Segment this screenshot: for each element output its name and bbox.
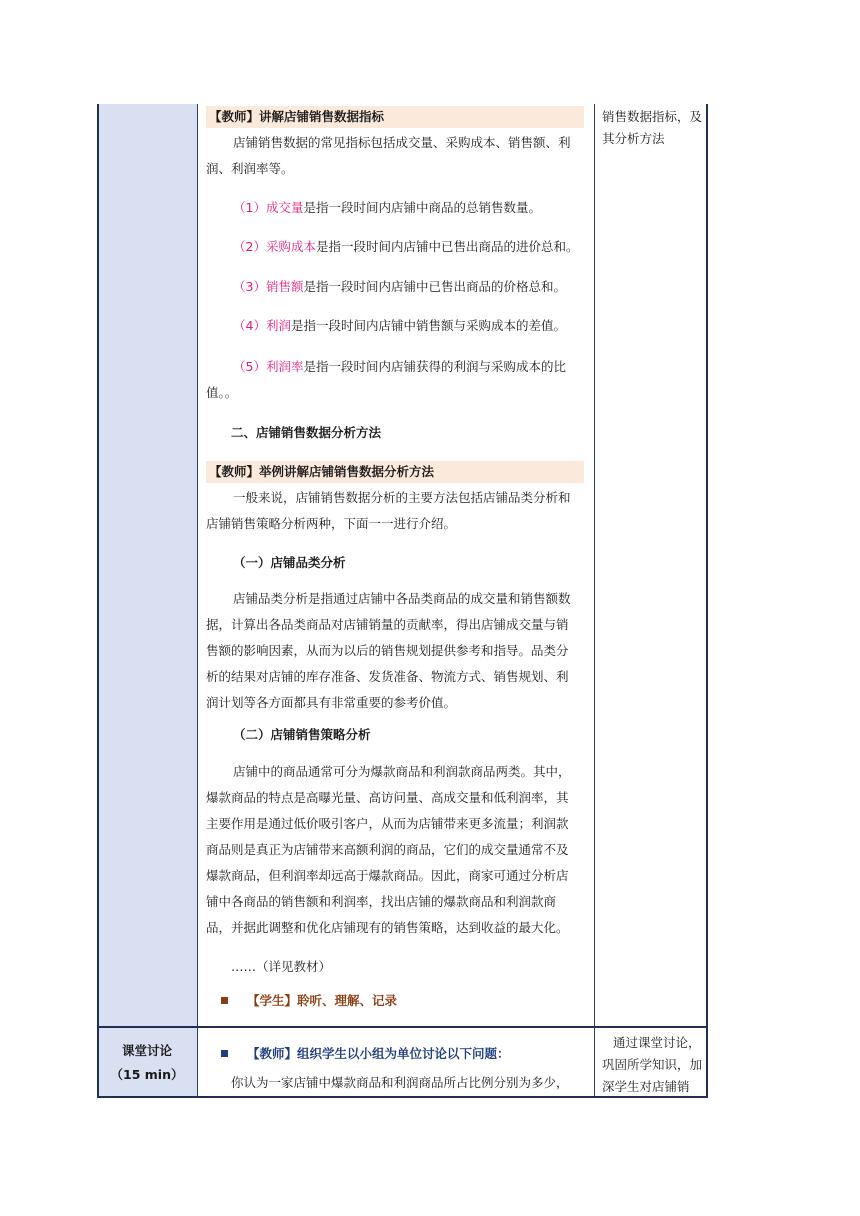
square-bullet-icon	[221, 1050, 228, 1057]
see-textbook-note: ……（详见教材）	[231, 959, 332, 974]
metric-item: （4）利润是指一段时间内店铺中销售额与采购成本的差值。	[233, 318, 566, 333]
column-divider-1	[197, 104, 198, 1098]
sub-2-title: （二）店铺销售策略分析	[233, 727, 371, 742]
sub-1-title: （一）店铺品类分析	[233, 555, 346, 570]
lesson-table	[97, 104, 708, 1098]
discussion-question: 你认为一家店铺中爆款商品和利润商品所占比例分别为多少，	[231, 1075, 569, 1090]
sub-2-line: 爆款商品的特点是高曝光量、高访问量、高成交量和低利润率，其	[206, 790, 569, 805]
student-activity: 【学生】聆听、理解、记录	[247, 993, 398, 1008]
objective-line-2: 其分析方法	[602, 131, 665, 146]
metric-item: （1）成交量是指一段时间内店铺中商品的总销售数量。	[233, 200, 541, 215]
sub-2-line: 品，并据此调整和优化店铺现有的销售策略，达到收益的最大化。	[206, 920, 569, 935]
metric-item: （3）销售额是指一段时间内店铺中已售出商品的价格总和。	[233, 279, 566, 294]
teacher-heading-1: 【教师】讲解店铺销售数据指标	[209, 109, 385, 124]
objective-line-1: 销售数据指标，及	[602, 109, 703, 124]
teacher-heading-2: 【教师】举例讲解店铺销售数据分析方法	[209, 464, 435, 479]
table-border-right	[706, 104, 708, 1098]
column-divider-2	[594, 104, 595, 1098]
methods-intro-line-2: 店铺销售策略分析两种，下面一一进行介绍。	[206, 516, 457, 531]
left-column-cell	[97, 104, 197, 1026]
discussion-objective-line: 深学生对店铺销	[602, 1079, 690, 1094]
section-2-title: 二、店铺销售数据分析方法	[231, 425, 382, 440]
intro-line-2: 润、利润率等。	[206, 161, 294, 176]
row-divider	[97, 1026, 708, 1028]
metric-5-line-2: 值。。	[206, 385, 238, 400]
intro-line-1: 店铺销售数据的常见指标包括成交量、采购成本、销售额、利	[233, 135, 571, 150]
sub-1-line: 店铺品类分析是指通过店铺中各品类商品的成交量和销售额数	[233, 591, 571, 606]
metric-item: （2）采购成本是指一段时间内店铺中已售出商品的进价总和。	[233, 239, 579, 254]
table-border-left	[97, 104, 99, 1098]
sub-2-line: 主要作用是通过低价吸引客户，从而为店铺带来更多流量；利润款	[206, 816, 569, 831]
square-bullet-icon	[221, 997, 228, 1004]
discussion-objective-line: 巩固所学知识，加	[602, 1057, 703, 1072]
sub-2-line: 商品则是真正为店铺带来高额利润的商品，它们的成交量通常不及	[206, 842, 569, 857]
sub-1-line: 润计划等各方面都具有非常重要的参考价值。	[206, 695, 457, 710]
discussion-duration: （15 min）	[110, 1067, 184, 1082]
sub-1-line: 据，计算出各品类商品对店铺销量的贡献率，得出店铺成交量与销	[206, 617, 569, 632]
sub-1-line: 售额的影响因素，从而为以后的销售规划提供参考和指导。品类分	[206, 643, 569, 658]
methods-intro-line-1: 一般来说，店铺销售数据分析的主要方法包括店铺品类分析和	[233, 490, 571, 505]
sub-2-line: 爆款商品，但利润率却远高于爆款商品。因此，商家可通过分析店	[206, 868, 569, 883]
discussion-objective-line: 通过课堂讨论，	[613, 1035, 701, 1050]
sub-2-line: 铺中各商品的销售额和利润率，找出店铺的爆款商品和利润款商	[206, 894, 557, 909]
discussion-teacher-line: 【教师】组织学生以小组为单位讨论以下问题：	[247, 1046, 510, 1061]
metric-item: （5）利润率是指一段时间内店铺获得的利润与采购成本的比	[233, 359, 566, 374]
discussion-label: 课堂讨论	[121, 1043, 172, 1058]
sub-1-line: 析的结果对店铺的库存准备、发货准备、物流方式、销售规划、利	[206, 669, 569, 684]
sub-2-line: 店铺中的商品通常可分为爆款商品和利润款商品两类。其中，	[233, 764, 571, 779]
